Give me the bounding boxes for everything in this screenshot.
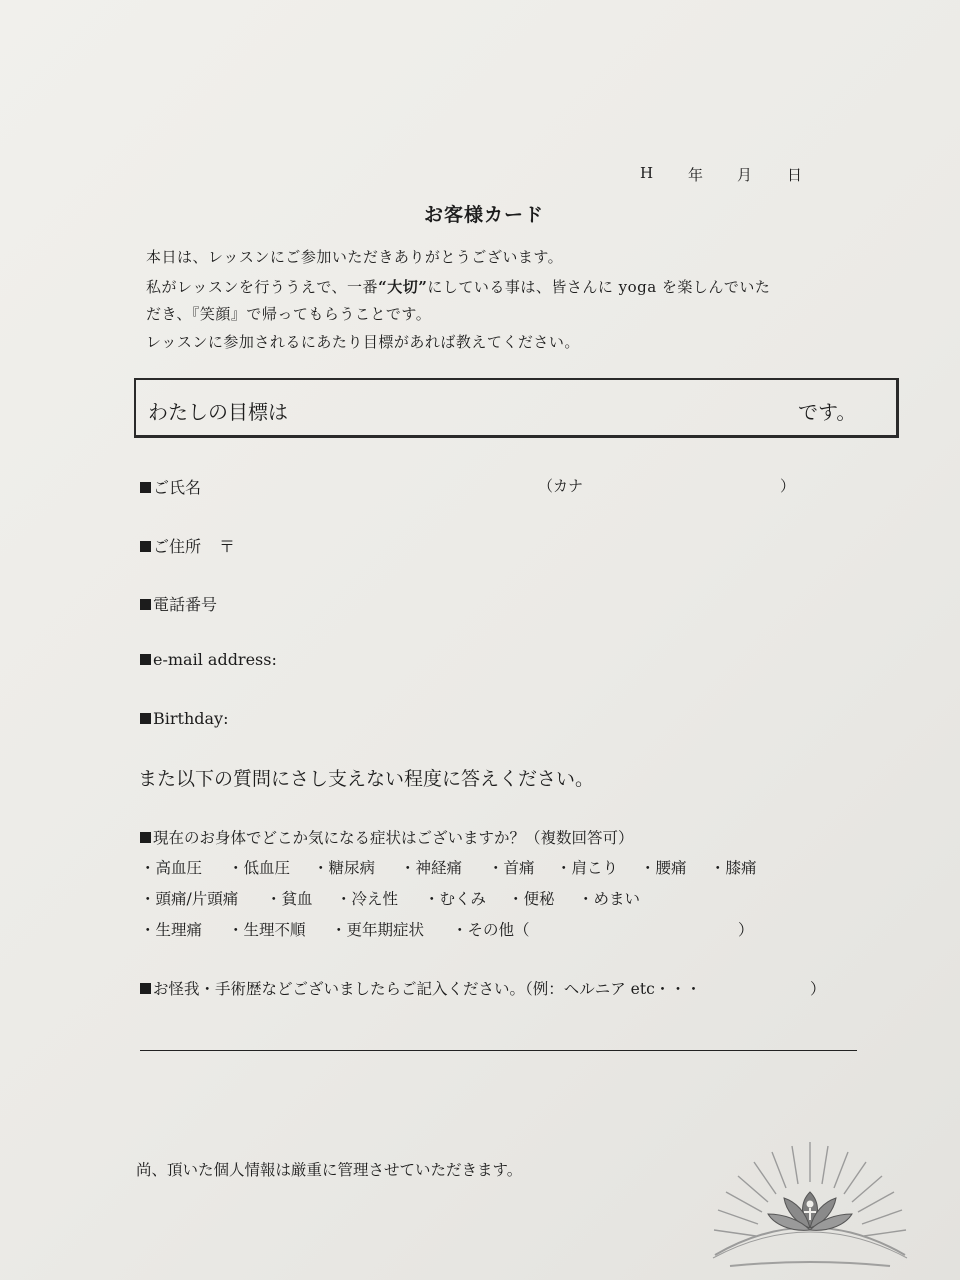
questions-intro: また以下の質問にさし支えない程度に答えください。 xyxy=(138,768,595,790)
symptom-option[interactable]: ・腰痛 xyxy=(640,859,687,877)
intro-line-2-start: 私がレッスンを行ううえで、一番 xyxy=(146,278,379,296)
goal-suffix: です。 xyxy=(798,400,857,424)
other-close-paren: ） xyxy=(738,921,754,939)
symptom-option[interactable]: ・神経痛 xyxy=(400,859,463,877)
phone-field[interactable] xyxy=(140,592,217,615)
address-label: ご住所 xyxy=(153,537,202,556)
injury-answer-line[interactable] xyxy=(140,1050,857,1051)
symptoms-question-text: 現在のお身体でどこか気になる症状はございますか？（複数回答可） xyxy=(153,829,634,847)
bullet-square-icon xyxy=(140,713,151,724)
postal-mark: 〒 xyxy=(219,537,236,556)
goal-box[interactable] xyxy=(134,378,899,438)
birthday-field[interactable] xyxy=(140,709,228,728)
symptom-option[interactable]: ・めまい xyxy=(578,890,641,908)
intro-line-4: レッスンに参加されるにあたり目標があれば教えてください。 xyxy=(146,333,580,351)
lotus-logo-icon xyxy=(710,1140,910,1280)
injury-question xyxy=(140,977,701,999)
bullet-square-icon xyxy=(140,983,151,994)
phone-label: 電話番号 xyxy=(153,595,218,614)
symptom-option[interactable]: ・便秘 xyxy=(508,890,555,908)
email-label: e-mail address: xyxy=(153,650,277,669)
symptom-option[interactable]: ・貧血 xyxy=(266,890,313,908)
date-month: 月 xyxy=(737,166,753,184)
name-label: ご氏名 xyxy=(153,478,202,497)
date-year: 年 xyxy=(688,166,704,184)
symptom-option[interactable]: ・高血圧 xyxy=(140,859,203,877)
intro-line-2-end: にしている事は、皆さんに yoga を楽しんでいた xyxy=(427,278,771,296)
bullet-square-icon xyxy=(140,482,151,493)
privacy-note: 尚、頂いた個人情報は厳重に管理させていただきます。 xyxy=(136,1161,523,1179)
symptom-option[interactable]: ・生理痛 xyxy=(140,921,203,939)
symptom-option[interactable]: ・膝痛 xyxy=(710,859,757,877)
symptom-option[interactable]: ・頭痛/片頭痛 xyxy=(140,890,239,908)
goal-label: わたしの目標は xyxy=(148,400,288,424)
address-field[interactable] xyxy=(140,534,235,557)
intro-line-1: 本日は、レッスンにご参加いただきありがとうございます。 xyxy=(146,248,564,266)
symptom-option[interactable]: ・更年期症状 xyxy=(331,921,425,939)
symptom-option[interactable]: ・糖尿病 xyxy=(313,859,376,877)
symptom-option[interactable]: ・むくみ xyxy=(424,890,487,908)
symptom-option[interactable]: ・首痛 xyxy=(488,859,535,877)
symptom-option-other[interactable]: ・その他（ xyxy=(452,921,530,939)
injury-question-text: お怪我・手術歴などございましたらご記入ください。（例：ヘルニア etc・・・ xyxy=(153,980,702,998)
bullet-square-icon xyxy=(140,541,151,552)
bullet-square-icon xyxy=(140,599,151,610)
date-day: 日 xyxy=(787,166,803,184)
intro-emphasis: “大切” xyxy=(378,278,428,296)
symptoms-question xyxy=(140,826,634,848)
injury-close-paren: ） xyxy=(810,980,826,998)
bullet-square-icon xyxy=(140,654,151,665)
symptom-option[interactable]: ・肩こり xyxy=(556,859,619,877)
kana-open: （カナ xyxy=(538,477,584,495)
name-field[interactable] xyxy=(140,475,201,498)
intro-line-2 xyxy=(146,276,770,297)
symptom-option[interactable]: ・低血圧 xyxy=(228,859,291,877)
birthday-label: Birthday: xyxy=(153,709,229,728)
email-field[interactable] xyxy=(140,650,277,669)
page-title: お客様カード xyxy=(423,204,544,226)
kana-close: ） xyxy=(780,477,796,495)
symptom-option[interactable]: ・生理不順 xyxy=(228,921,306,939)
intro-line-3: だき、『笑顔』で帰ってもらうことです。 xyxy=(146,305,432,323)
symptom-option[interactable]: ・冷え性 xyxy=(336,890,399,908)
bullet-square-icon xyxy=(140,832,151,843)
date-era: H xyxy=(640,164,654,182)
